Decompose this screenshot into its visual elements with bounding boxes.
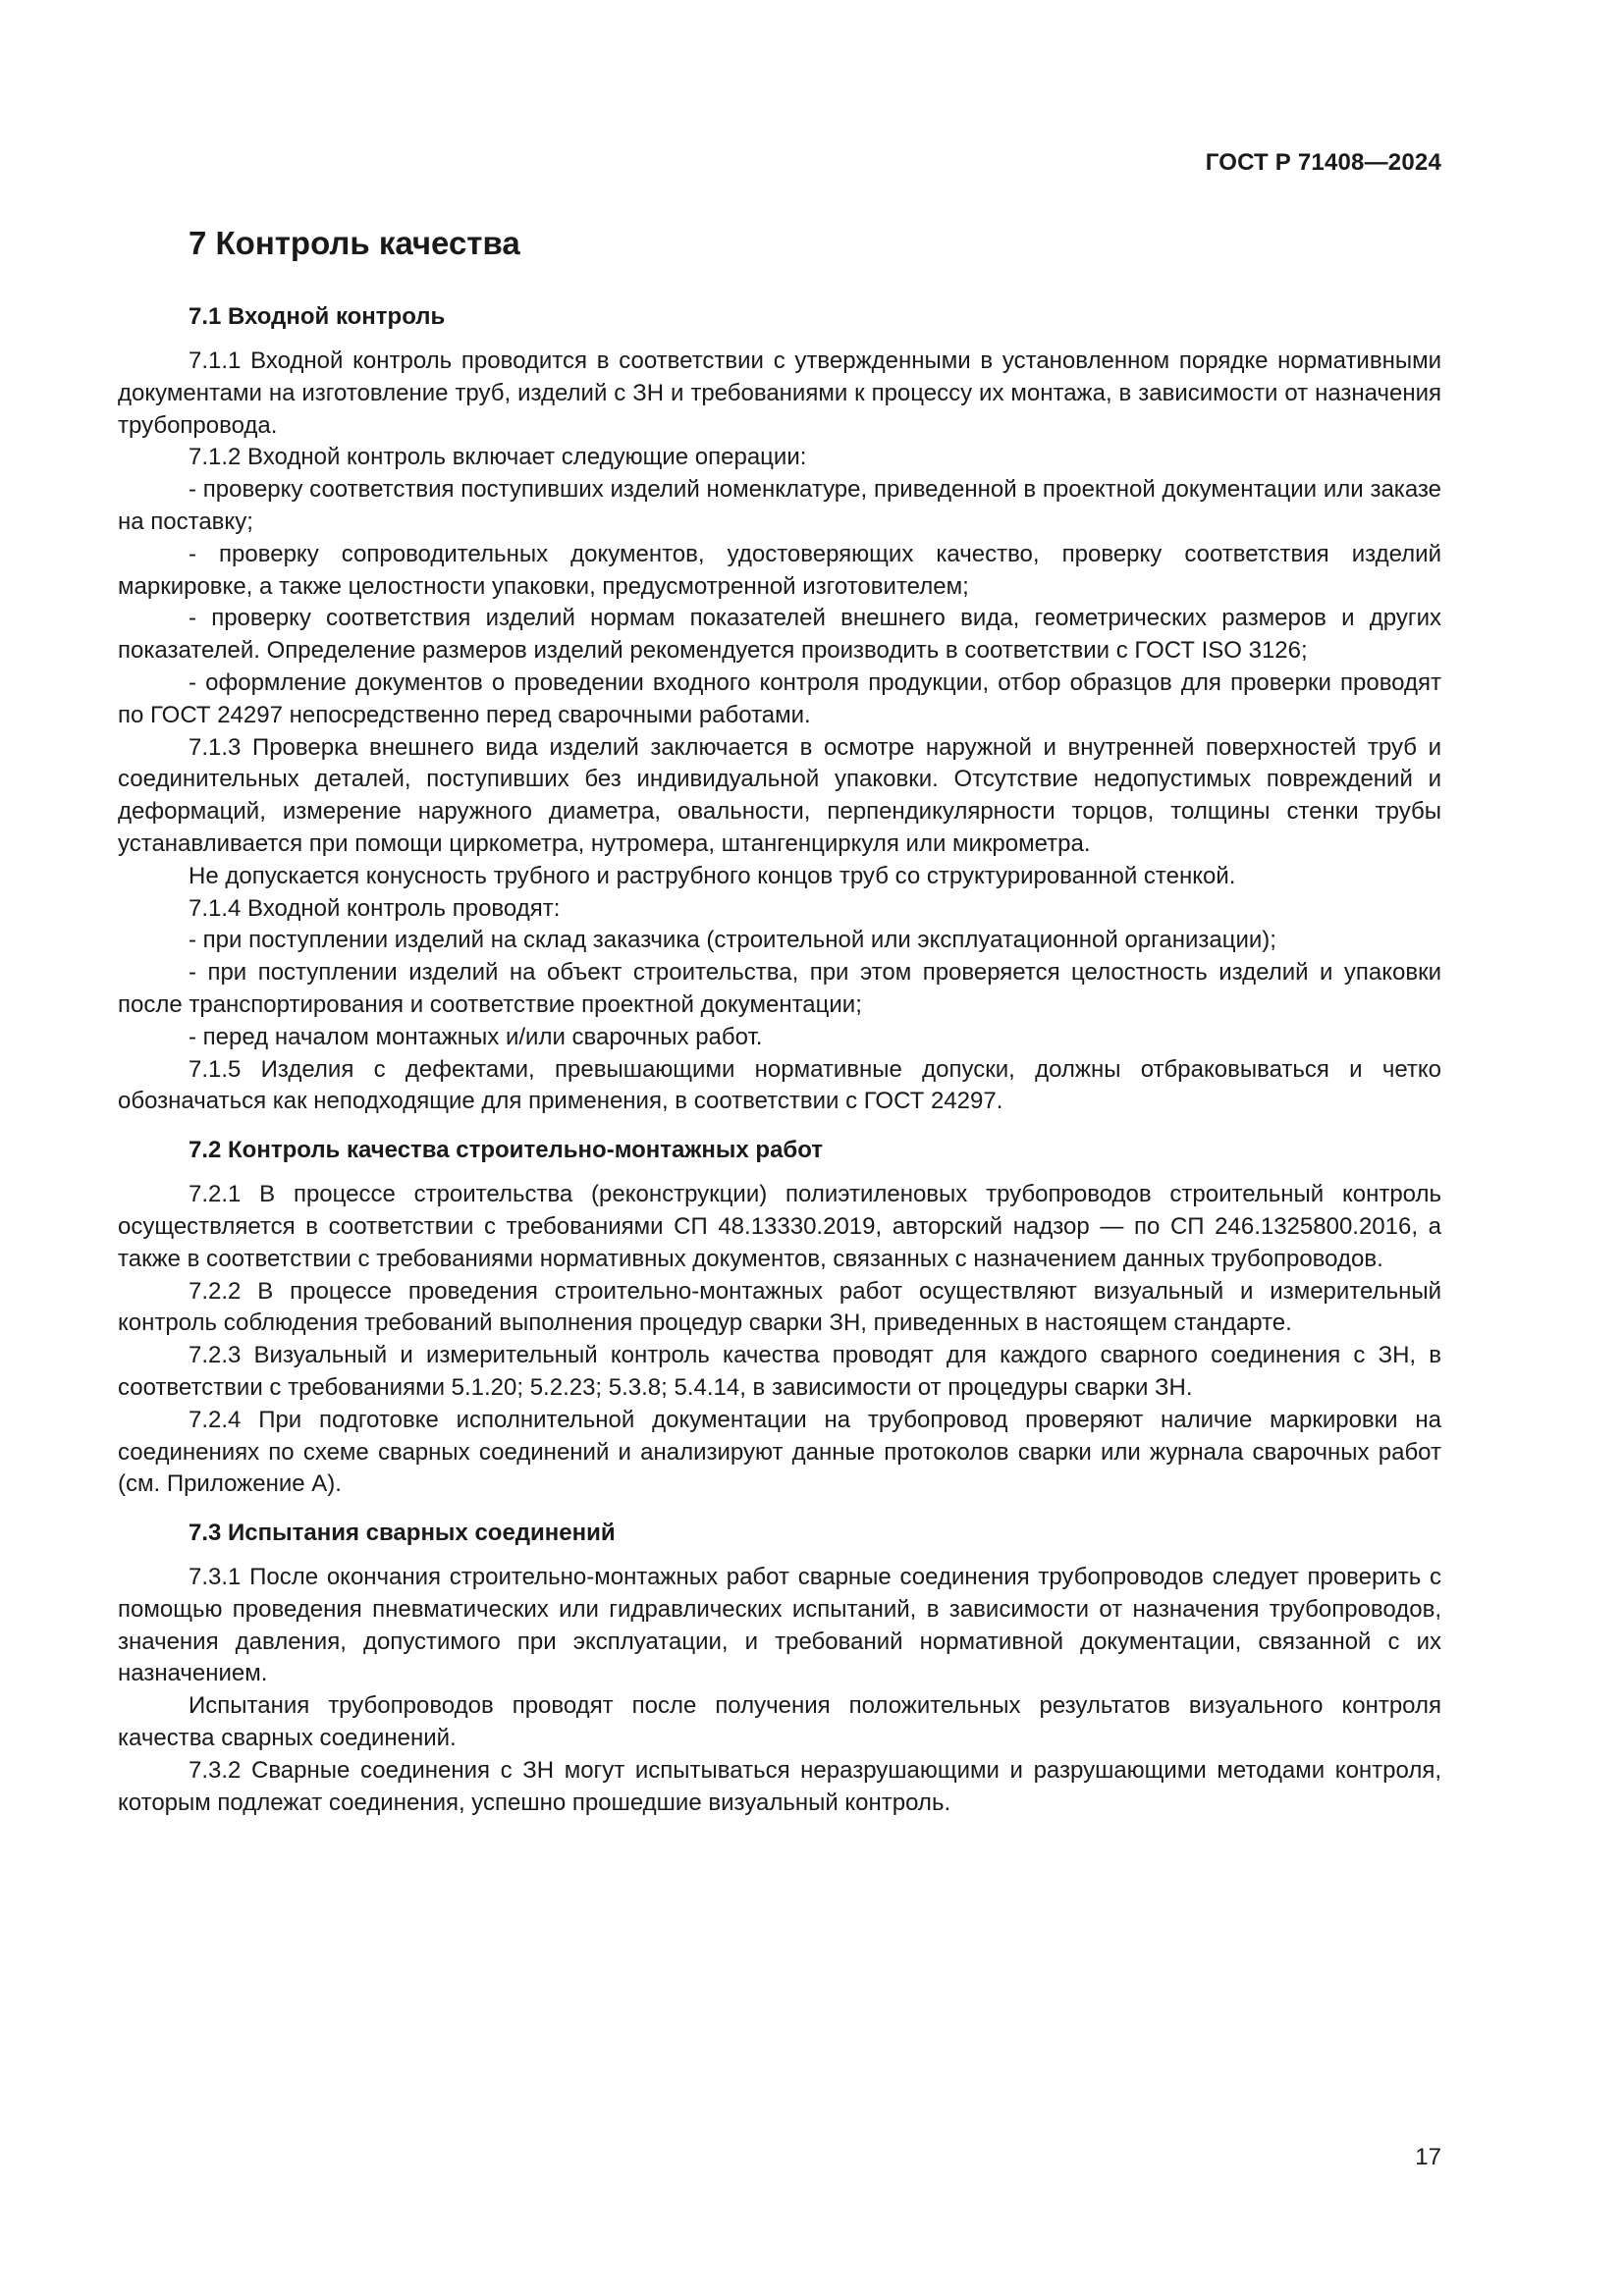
- paragraph: Не допускается конусность трубного и раструбного концов труб со структурированной стенкой.: [189, 862, 1236, 889]
- list-item: - оформление документов о проведении входного контроля продукции, отбор образцов для проверки проводят по ГОСТ 24297 непосредственно перед сварочными работами.: [118, 668, 1441, 728]
- paragraph: 7.1.4 Входной контроль проводят:: [189, 894, 561, 922]
- list-item: - при поступлении изделий на объект строительства, при этом проверяется целостность изделий и упаковки после транспортирования и соответствие проектной документации;: [118, 959, 1441, 1018]
- paragraph: 7.2.3 Визуальный и измерительный контроль качества проводят для каждого сварного соединения с ЗН, в соответствии с требованиями 5.1.20; 5.2.23; 5.3.8; 5.4.14, в зависимости от процедуры сварки ЗН.: [118, 1342, 1441, 1401]
- paragraph: 7.1.1 Входной контроль проводится в соответствии с утвержденными в установленном порядке нормативными документами на изготовление труб, изделий с ЗН и требованиями к процессу их монтажа, в зависимости от назначения трубопровода.: [118, 347, 1441, 439]
- chapter-title: 7 Контроль качества: [189, 225, 520, 261]
- paragraph: 7.3.2 Сварные соединения с ЗН могут испытываться неразрушающими и разрушающими методами контроля, которым подлежат соединения, успешно прошедшие визуальный контроль.: [118, 1756, 1441, 1816]
- list-item: - при поступлении изделий на склад заказчика (строительной или эксплуатационной организации);: [189, 927, 1276, 954]
- section-title: 7.3 Испытания сварных соединений: [189, 1520, 616, 1547]
- paragraph: 7.1.5 Изделия с дефектами, превышающими нормативные допуски, должны отбраковываться и четко обозначаться как неподходящие для применения, в соответствии с ГОСТ 24297.: [118, 1055, 1441, 1115]
- page-number: 17: [1415, 2144, 1441, 2170]
- list-item: - проверку сопроводительных документов, удостоверяющих качество, проверку соответствия изделий маркировке, а также целостности упаковки, предусмотренной изготовителем;: [118, 540, 1441, 600]
- paragraph: 7.2.1 В процессе строительства (реконструкции) полиэтиленовых трубопроводов строительный контроль осуществляется в соответствии с требованиями СП 48.13330.2019, авторский надзор — по СП 246.1325800.2016, а также в соответствии с требованиями нормативных документов, связанных с назначением данных трубопроводов.: [118, 1181, 1441, 1272]
- section-title: 7.1 Входной контроль: [189, 303, 446, 330]
- paragraph: 7.3.1 После окончания строительно-монтажных работ сварные соединения трубопроводов следует проверить с помощью проведения пневматических или гидравлических испытаний, в зависимости от назначения трубопроводов, значения давления, допустимого при эксплуатации, и требований нормативной документации, связанной с их назначением.: [118, 1564, 1441, 1687]
- paragraph: 7.1.2 Входной контроль включает следующие операции:: [189, 444, 807, 471]
- list-item: - проверку соответствия поступивших изделий номенклатуре, приведенной в проектной документации или заказе на поставку;: [118, 476, 1441, 535]
- paragraph: 7.2.4 При подготовке исполнительной документации на трубопровод проверяют наличие маркировки на соединениях по схеме сварных соединений и анализируют данные протоколов сварки или журнала сварочных работ (см. Приложение А).: [118, 1406, 1441, 1498]
- page-content: [118, 222, 1441, 1819]
- list-item: - перед началом монтажных и/или сварочных работ.: [189, 1023, 763, 1050]
- paragraph: 7.2.2 В процессе проведения строительно-монтажных работ осуществляют визуальный и измерительный контроль соблюдения требований выполнения процедур сварки ЗН, приведенных в настоящем стандарте.: [118, 1277, 1441, 1337]
- paragraph: Испытания трубопроводов проводят после получения положительных результатов визуального контроля качества сварных соединений.: [118, 1692, 1441, 1752]
- paragraph: 7.1.3 Проверка внешнего вида изделий заключается в осмотре наружной и внутренней поверхностей труб и соединительных деталей, поступивших без индивидуальной упаковки. Отсутствие недопустимых повреждений и деформаций, измерение наружного диаметра, овальности, перпендикулярности торцов, толщины стенки трубы устанавливается при помощи циркометра, нутромера, штангенциркуля или микрометра.: [118, 733, 1441, 857]
- standard-code-header: ГОСТ Р 71408—2024: [1205, 149, 1441, 176]
- section-title: 7.2 Контроль качества строительно-монтажных работ: [189, 1137, 824, 1164]
- list-item: - проверку соответствия изделий нормам показателей внешнего вида, геометрических размеров и других показателей. Определение размеров изделий рекомендуется производить в соответствии с ГОСТ ISO 3126;: [118, 605, 1441, 665]
